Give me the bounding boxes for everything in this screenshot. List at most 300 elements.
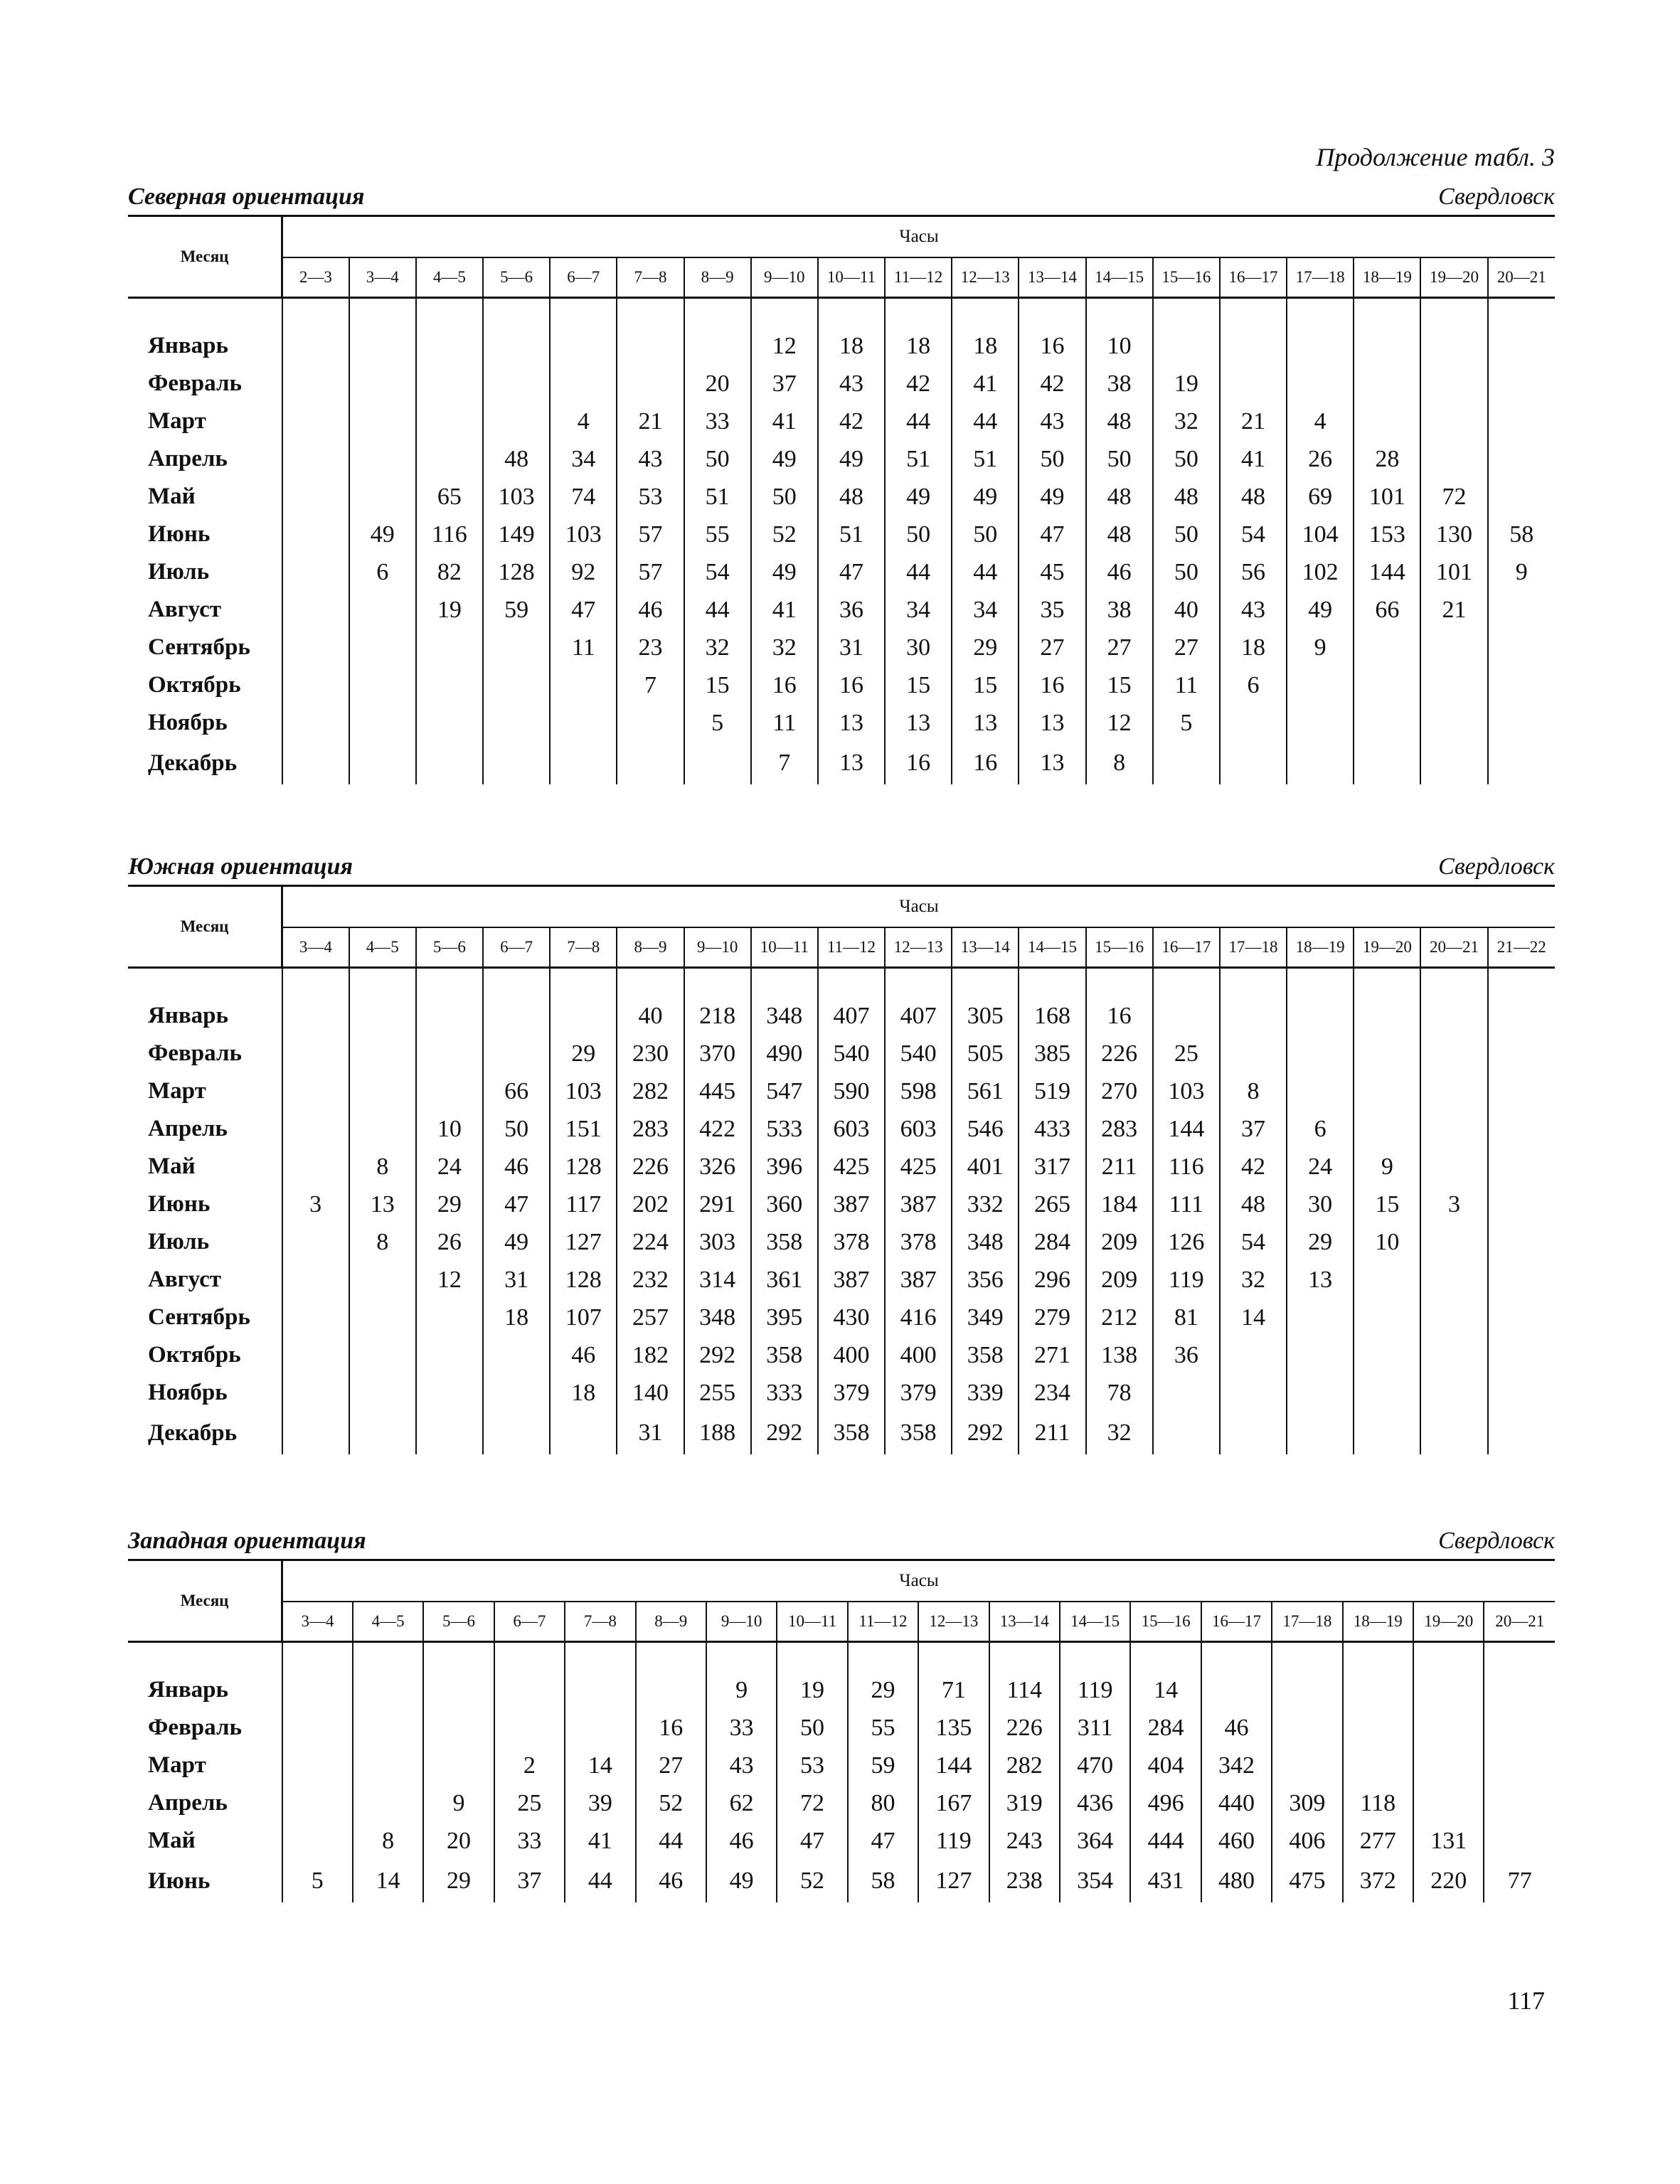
value-cell: 44 xyxy=(885,403,952,440)
value-cell: 16 xyxy=(1019,327,1085,365)
value-cell xyxy=(1420,1035,1487,1072)
value-cell: 38 xyxy=(1086,365,1153,403)
value-cell: 44 xyxy=(952,553,1019,591)
value-cell: 396 xyxy=(751,1148,818,1186)
value-cell xyxy=(1354,403,1420,440)
value-cell: 19 xyxy=(1153,365,1220,403)
month-label: Июль xyxy=(128,553,282,591)
value-cell xyxy=(1220,742,1287,784)
value-cell: 406 xyxy=(1272,1822,1342,1860)
value-cell: 52 xyxy=(636,1784,706,1822)
value-cell: 8 xyxy=(1220,1072,1287,1110)
value-cell: 59 xyxy=(848,1747,918,1784)
value-cell xyxy=(282,365,349,403)
value-cell xyxy=(483,1374,550,1412)
hour-column-header: 18—19 xyxy=(1343,1602,1413,1642)
section-north xyxy=(128,176,1555,784)
data-table-south xyxy=(128,885,1555,1454)
value-cell xyxy=(550,1412,617,1454)
value-cell xyxy=(617,742,684,784)
value-cell xyxy=(1413,1671,1484,1709)
value-cell: 296 xyxy=(1019,1261,1085,1299)
value-cell xyxy=(416,1412,483,1454)
value-cell: 547 xyxy=(751,1072,818,1110)
orientation-title: Южная ориентация xyxy=(128,853,353,880)
hour-column-header: 12—13 xyxy=(918,1602,989,1642)
value-cell xyxy=(349,666,416,704)
value-cell: 26 xyxy=(1287,440,1354,478)
value-cell: 51 xyxy=(885,440,952,478)
value-cell: 37 xyxy=(494,1860,565,1902)
month-label: Декабрь xyxy=(128,742,282,784)
value-cell xyxy=(349,478,416,516)
value-cell: 127 xyxy=(918,1860,989,1902)
value-cell: 50 xyxy=(1019,440,1085,478)
value-cell: 356 xyxy=(952,1261,1019,1299)
value-cell xyxy=(1287,742,1354,784)
hour-column-header: 4—5 xyxy=(416,257,483,298)
value-cell: 20 xyxy=(423,1822,494,1860)
value-cell: 212 xyxy=(1086,1299,1153,1336)
value-cell: 104 xyxy=(1287,516,1354,553)
value-cell xyxy=(1420,327,1487,365)
table-row xyxy=(128,1822,1555,1860)
value-cell: 460 xyxy=(1201,1822,1272,1860)
value-cell: 11 xyxy=(1153,666,1220,704)
hour-column-header: 4—5 xyxy=(353,1602,423,1642)
orientation-title: Северная ориентация xyxy=(128,183,365,210)
table-row xyxy=(128,1186,1555,1223)
value-cell: 149 xyxy=(483,516,550,553)
value-cell xyxy=(1420,1374,1487,1412)
value-cell: 41 xyxy=(1220,440,1287,478)
value-cell: 18 xyxy=(550,1374,617,1412)
value-cell: 21 xyxy=(1220,403,1287,440)
table-row xyxy=(128,1860,1555,1902)
value-cell: 11 xyxy=(550,629,617,666)
value-cell: 7 xyxy=(751,742,818,784)
value-cell xyxy=(349,1299,416,1336)
table-row xyxy=(128,1747,1555,1784)
table-row xyxy=(128,742,1555,784)
value-cell xyxy=(1287,704,1354,742)
hour-column-header: 14—15 xyxy=(1019,927,1085,968)
value-cell: 18 xyxy=(1220,629,1287,666)
value-cell: 53 xyxy=(777,1747,847,1784)
value-cell xyxy=(1153,1374,1220,1412)
value-cell: 39 xyxy=(565,1784,635,1822)
value-cell: 309 xyxy=(1272,1784,1342,1822)
hour-column-header: 4—5 xyxy=(349,927,416,968)
value-cell: 16 xyxy=(636,1709,706,1747)
value-cell: 37 xyxy=(751,365,818,403)
value-cell xyxy=(1354,1110,1420,1148)
value-cell: 490 xyxy=(751,1035,818,1072)
value-cell: 16 xyxy=(751,666,818,704)
value-cell: 400 xyxy=(885,1336,952,1374)
value-cell: 9 xyxy=(1515,558,1528,585)
value-cell: 496 xyxy=(1130,1784,1201,1822)
hour-column-header: 21—22 xyxy=(1488,927,1555,968)
value-cell: 44 xyxy=(952,403,1019,440)
value-cell: 168 xyxy=(1019,997,1085,1035)
value-cell xyxy=(282,516,349,553)
value-cell: 358 xyxy=(885,1412,952,1454)
value-cell: 47 xyxy=(550,591,617,629)
value-cell: 46 xyxy=(483,1148,550,1186)
table-row xyxy=(128,1784,1555,1822)
value-cell xyxy=(416,704,483,742)
value-cell: 144 xyxy=(1153,1110,1220,1148)
value-cell: 45 xyxy=(1019,553,1085,591)
value-cell: 230 xyxy=(617,1035,684,1072)
month-label: Февраль xyxy=(128,1709,282,1747)
value-cell: 358 xyxy=(952,1336,1019,1374)
value-cell: 101 xyxy=(1420,553,1487,591)
value-cell: 51 xyxy=(818,516,885,553)
value-cell xyxy=(1488,365,1555,403)
hour-column-header: 3—4 xyxy=(282,927,349,968)
value-cell: 358 xyxy=(751,1223,818,1261)
value-cell: 339 xyxy=(952,1374,1019,1412)
value-cell xyxy=(416,629,483,666)
value-cell xyxy=(1488,1186,1555,1223)
value-cell: 47 xyxy=(848,1822,918,1860)
value-cell: 358 xyxy=(751,1336,818,1374)
value-cell: 81 xyxy=(1153,1299,1220,1336)
value-cell: 50 xyxy=(885,516,952,553)
value-cell: 387 xyxy=(885,1186,952,1223)
hour-column-header: 18—19 xyxy=(1287,927,1354,968)
value-cell: 29 xyxy=(952,629,1019,666)
table-row xyxy=(128,553,1555,591)
value-cell xyxy=(1220,1374,1287,1412)
value-cell: 16 xyxy=(1086,997,1153,1035)
value-cell xyxy=(1420,742,1487,784)
value-cell: 51 xyxy=(684,478,751,516)
value-cell xyxy=(416,997,483,1035)
month-label: Март xyxy=(128,1072,282,1110)
value-cell: 13 xyxy=(885,704,952,742)
value-cell: 38 xyxy=(1086,591,1153,629)
table-row xyxy=(128,629,1555,666)
value-cell: 475 xyxy=(1272,1860,1342,1902)
value-cell: 9 xyxy=(706,1671,777,1709)
value-cell xyxy=(1488,997,1555,1035)
value-cell xyxy=(282,1035,349,1072)
value-cell xyxy=(1488,1072,1555,1110)
hour-column-header: 7—8 xyxy=(565,1602,635,1642)
value-cell xyxy=(1272,1747,1342,1784)
value-cell xyxy=(1220,365,1287,403)
hour-column-header: 6—7 xyxy=(550,257,617,298)
value-cell xyxy=(1287,327,1354,365)
value-cell xyxy=(416,327,483,365)
value-cell: 218 xyxy=(684,997,751,1035)
value-cell: 59 xyxy=(483,591,550,629)
month-label: Апрель xyxy=(128,440,282,478)
value-cell: 14 xyxy=(1130,1671,1201,1709)
value-cell: 49 xyxy=(483,1223,550,1261)
value-cell xyxy=(550,742,617,784)
value-cell xyxy=(1420,1072,1487,1110)
value-cell: 370 xyxy=(684,1035,751,1072)
value-cell: 540 xyxy=(818,1035,885,1072)
value-cell: 15 xyxy=(952,666,1019,704)
value-cell: 128 xyxy=(550,1148,617,1186)
value-cell: 209 xyxy=(1086,1223,1153,1261)
value-cell: 33 xyxy=(684,403,751,440)
value-cell: 385 xyxy=(1019,1035,1085,1072)
value-cell: 46 xyxy=(1086,553,1153,591)
value-cell xyxy=(1488,666,1555,704)
value-cell: 48 xyxy=(1086,478,1153,516)
value-cell: 131 xyxy=(1413,1822,1484,1860)
hour-column-header: 19—20 xyxy=(1354,927,1420,968)
value-cell: 277 xyxy=(1343,1822,1413,1860)
month-label: Апрель xyxy=(128,1110,282,1148)
value-cell: 44 xyxy=(684,591,751,629)
value-cell: 34 xyxy=(952,591,1019,629)
value-cell xyxy=(1488,1336,1555,1374)
table-row xyxy=(128,591,1555,629)
value-cell xyxy=(1420,997,1487,1035)
value-cell xyxy=(282,1374,349,1412)
value-cell xyxy=(1153,327,1220,365)
value-cell: 153 xyxy=(1354,516,1420,553)
value-cell xyxy=(483,629,550,666)
hour-column-header: 8—9 xyxy=(617,927,684,968)
value-cell: 243 xyxy=(989,1822,1060,1860)
table-row xyxy=(128,327,1555,365)
section-south xyxy=(128,846,1555,1454)
value-cell: 379 xyxy=(818,1374,885,1412)
section-west xyxy=(128,1520,1555,1902)
value-cell: 372 xyxy=(1343,1860,1413,1902)
month-label: Июнь xyxy=(128,1860,282,1902)
value-cell xyxy=(423,1747,494,1784)
value-cell: 43 xyxy=(1220,591,1287,629)
value-cell: 49 xyxy=(952,478,1019,516)
value-cell: 50 xyxy=(1153,440,1220,478)
value-cell: 21 xyxy=(1420,591,1487,629)
value-cell xyxy=(1420,365,1487,403)
value-cell: 303 xyxy=(684,1223,751,1261)
value-cell: 44 xyxy=(636,1822,706,1860)
value-cell: 80 xyxy=(848,1784,918,1822)
value-cell xyxy=(565,1671,635,1709)
value-cell: 416 xyxy=(885,1299,952,1336)
value-cell: 224 xyxy=(617,1223,684,1261)
value-cell: 19 xyxy=(416,591,483,629)
value-cell: 128 xyxy=(483,553,550,591)
hour-column-header: 12—13 xyxy=(885,927,952,968)
value-cell xyxy=(1484,1671,1555,1709)
value-cell: 480 xyxy=(1201,1860,1272,1902)
value-cell xyxy=(1220,1336,1287,1374)
value-cell xyxy=(565,1709,635,1747)
value-cell xyxy=(1220,1035,1287,1072)
value-cell: 6 xyxy=(1220,666,1287,704)
table-row xyxy=(128,1336,1555,1374)
table-row xyxy=(128,1709,1555,1747)
value-cell xyxy=(617,327,684,365)
value-cell: 364 xyxy=(1060,1822,1130,1860)
hour-column-header: 17—18 xyxy=(1287,257,1354,298)
value-cell xyxy=(353,1747,423,1784)
value-cell: 407 xyxy=(818,997,885,1035)
value-cell: 151 xyxy=(550,1110,617,1148)
value-cell xyxy=(416,742,483,784)
value-cell: 211 xyxy=(1019,1412,1085,1454)
value-cell xyxy=(617,365,684,403)
value-cell xyxy=(1354,1374,1420,1412)
value-cell xyxy=(483,742,550,784)
hour-column-header: 14—15 xyxy=(1060,1602,1130,1642)
value-cell xyxy=(1354,997,1420,1035)
value-cell: 77 xyxy=(1507,1868,1532,1894)
value-cell: 51 xyxy=(952,440,1019,478)
value-cell: 349 xyxy=(952,1299,1019,1336)
value-cell: 54 xyxy=(684,553,751,591)
value-cell xyxy=(282,1747,353,1784)
value-cell: 111 xyxy=(1153,1186,1220,1223)
value-cell xyxy=(349,742,416,784)
value-cell: 47 xyxy=(1019,516,1085,553)
value-cell: 13 xyxy=(818,742,885,784)
value-cell: 36 xyxy=(818,591,885,629)
value-cell: 54 xyxy=(1220,516,1287,553)
value-cell: 282 xyxy=(617,1072,684,1110)
value-cell: 425 xyxy=(818,1148,885,1186)
value-cell: 53 xyxy=(617,478,684,516)
value-cell: 425 xyxy=(885,1148,952,1186)
month-label: Январь xyxy=(128,1671,282,1709)
value-cell: 14 xyxy=(1220,1299,1287,1336)
value-cell: 220 xyxy=(1413,1860,1484,1902)
value-cell: 13 xyxy=(1019,742,1085,784)
value-cell: 32 xyxy=(1220,1261,1287,1299)
value-cell: 72 xyxy=(1420,478,1487,516)
value-cell: 188 xyxy=(684,1412,751,1454)
value-cell: 117 xyxy=(550,1186,617,1223)
table-row xyxy=(128,516,1555,553)
value-cell: 540 xyxy=(885,1035,952,1072)
value-cell: 387 xyxy=(885,1261,952,1299)
value-cell: 32 xyxy=(1153,403,1220,440)
value-cell xyxy=(1484,1747,1555,1784)
value-cell xyxy=(282,704,349,742)
hour-column-header: 20—21 xyxy=(1420,927,1487,968)
value-cell: 138 xyxy=(1086,1336,1153,1374)
city-label: Свердловск xyxy=(1438,183,1555,210)
value-cell: 62 xyxy=(706,1784,777,1822)
hour-column-header: 13—14 xyxy=(989,1602,1060,1642)
hour-column-header: 9—10 xyxy=(684,927,751,968)
value-cell: 10 xyxy=(1354,1223,1420,1261)
value-cell xyxy=(416,440,483,478)
value-cell xyxy=(353,1671,423,1709)
value-cell: 348 xyxy=(952,1223,1019,1261)
month-label: Февраль xyxy=(128,1035,282,1072)
value-cell: 41 xyxy=(751,403,818,440)
value-cell: 55 xyxy=(848,1709,918,1747)
value-cell xyxy=(550,704,617,742)
value-cell: 7 xyxy=(617,666,684,704)
value-cell xyxy=(1420,1412,1487,1454)
value-cell: 283 xyxy=(1086,1110,1153,1148)
value-cell: 72 xyxy=(777,1784,847,1822)
value-cell: 9 xyxy=(1287,629,1354,666)
value-cell xyxy=(1354,327,1420,365)
month-label: Ноябрь xyxy=(128,704,282,742)
value-cell: 66 xyxy=(483,1072,550,1110)
value-cell xyxy=(1343,1709,1413,1747)
value-cell: 3 xyxy=(1420,1186,1487,1223)
value-cell xyxy=(416,1374,483,1412)
value-cell xyxy=(282,629,349,666)
hour-column-header: 15—16 xyxy=(1153,257,1220,298)
value-cell: 36 xyxy=(1153,1336,1220,1374)
value-cell: 30 xyxy=(1287,1186,1354,1223)
value-cell xyxy=(1420,1261,1487,1299)
value-cell: 546 xyxy=(952,1110,1019,1148)
month-label: Январь xyxy=(128,997,282,1035)
value-cell xyxy=(1420,1223,1487,1261)
value-cell: 18 xyxy=(952,327,1019,365)
hour-column-header: 16—17 xyxy=(1220,257,1287,298)
value-cell: 140 xyxy=(617,1374,684,1412)
value-cell: 234 xyxy=(1019,1374,1085,1412)
value-cell xyxy=(416,666,483,704)
value-cell: 15 xyxy=(885,666,952,704)
value-cell: 58 xyxy=(1509,521,1534,548)
value-cell: 16 xyxy=(952,742,1019,784)
value-cell: 49 xyxy=(349,516,416,553)
value-cell xyxy=(282,742,349,784)
orientation-title: Западная ориентация xyxy=(128,1528,366,1554)
hours-group-header: Часы xyxy=(282,216,1556,258)
table-continuation-caption: Продолжение табл. 3 xyxy=(1316,143,1555,171)
value-cell xyxy=(483,365,550,403)
value-cell xyxy=(1220,1412,1287,1454)
value-cell xyxy=(1272,1671,1342,1709)
month-label: Март xyxy=(128,1747,282,1784)
value-cell: 24 xyxy=(416,1148,483,1186)
value-cell: 29 xyxy=(1287,1223,1354,1261)
value-cell: 445 xyxy=(684,1072,751,1110)
month-label: Апрель xyxy=(128,1784,282,1822)
value-cell: 42 xyxy=(818,403,885,440)
value-cell xyxy=(349,704,416,742)
month-label: Июнь xyxy=(128,516,282,553)
value-cell xyxy=(349,327,416,365)
value-cell: 50 xyxy=(483,1110,550,1148)
value-cell xyxy=(1343,1671,1413,1709)
value-cell: 333 xyxy=(751,1374,818,1412)
value-cell xyxy=(1488,327,1555,365)
value-cell xyxy=(1354,1412,1420,1454)
value-cell: 19 xyxy=(777,1671,847,1709)
value-cell: 400 xyxy=(818,1336,885,1374)
value-cell xyxy=(1420,1148,1487,1186)
value-cell: 8 xyxy=(349,1148,416,1186)
value-cell xyxy=(1287,1035,1354,1072)
table-row xyxy=(128,1035,1555,1072)
value-cell xyxy=(1420,403,1487,440)
value-cell: 32 xyxy=(1086,1412,1153,1454)
value-cell xyxy=(416,365,483,403)
